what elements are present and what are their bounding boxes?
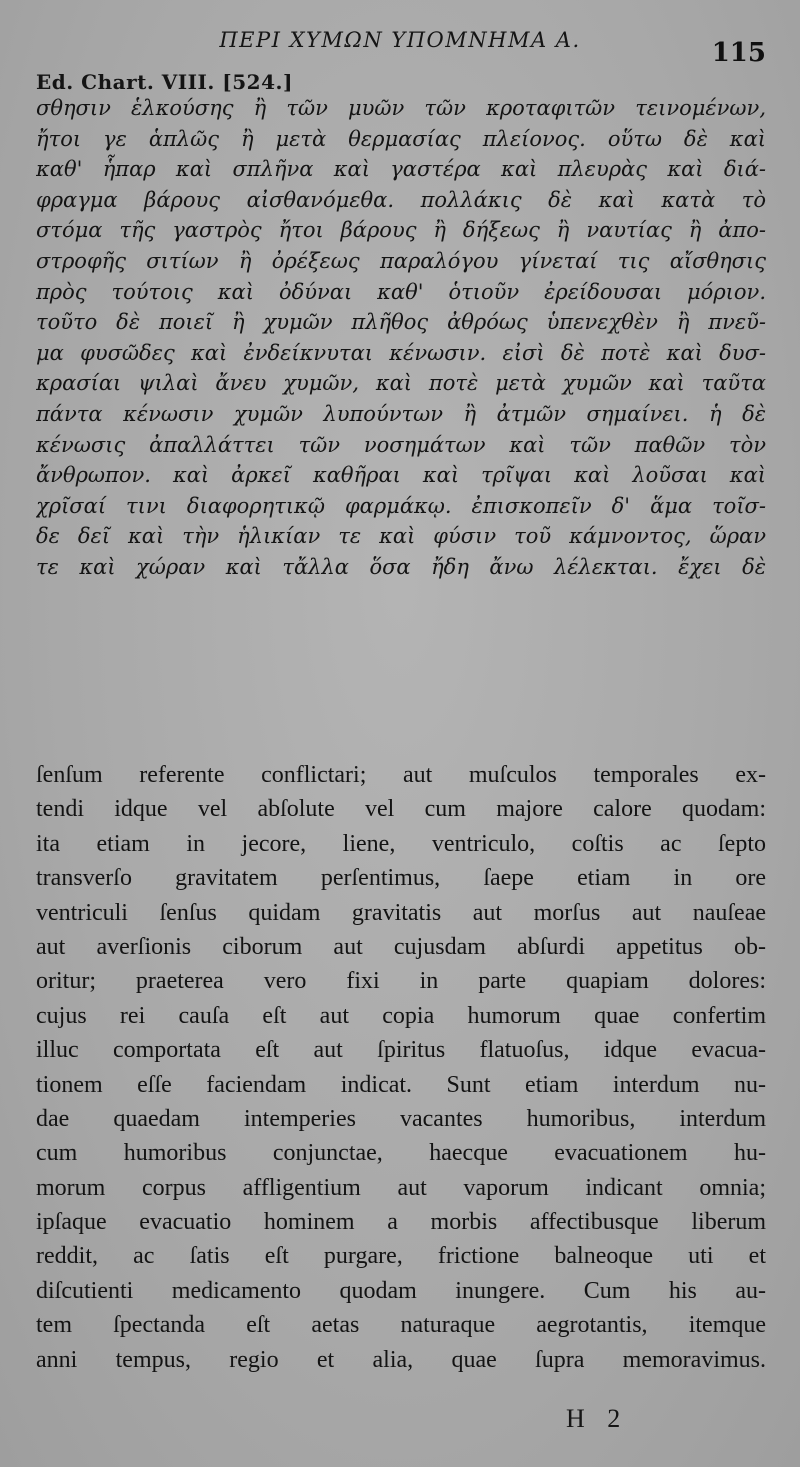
- greek-line: στόμα τῆς γαστρὸς ἤτοι βάρους ἢ δήξεως ἢ ναυτίας ἢ ἀπο-: [36, 218, 766, 243]
- greek-line: ἤτοι γε ἁπλῶς ἢ μετὰ θερμασίας πλείονος. οὕτω δὲ καὶ: [36, 126, 766, 151]
- latin-line: tendi idque vel abſolute vel cum majore calore quodam:: [36, 796, 766, 823]
- greek-text-block: [36, 93, 766, 583]
- latin-line: illuc comportata eſt aut ſpiritus flatuoſus, idque evacua-: [36, 1037, 766, 1064]
- greek-line: χρῖσαί τινι διαφορητικῷ φαρμάκῳ. ἐπισκοπεῖν δ' ἅμα τοῖσ-: [36, 493, 766, 518]
- greek-line: δε δεῖ καὶ τὴν ἡλικίαν τε καὶ φύσιν τοῦ κάμνοντος, ὥραν: [36, 524, 766, 549]
- latin-line: cujus rei cauſa eſt aut copia humorum quae confertim: [36, 1002, 766, 1029]
- signature-mark: H 2: [566, 1404, 629, 1433]
- latin-line: tem ſpectanda eſt aetas naturaque aegrotantis, itemque: [36, 1312, 766, 1339]
- greek-line: καθ' ἧπαρ καὶ σπλῆνα καὶ γαστέρα καὶ πλευρὰς καὶ διά-: [36, 157, 766, 182]
- greek-line: τοῦτο δὲ ποιεῖ ἢ χυμῶν πλῆθος ἀθρόως ὑπενεχθὲν ἢ πνεῦ-: [36, 310, 766, 335]
- latin-line: cum humoribus conjunctae, haecque evacuationem hu-: [36, 1140, 766, 1167]
- greek-line: σθησιν ἑλκούσης ἢ τῶν μυῶν τῶν κροταφιτῶν τεινομένων,: [36, 96, 766, 120]
- latin-line: dae quaedam intemperies vacantes humoribus, interdum: [36, 1105, 766, 1132]
- latin-line: transverſo gravitatem perſentimus, ſaepe etiam in ore: [36, 865, 766, 892]
- latin-line: reddit, ac ſatis eſt purgare, frictione balneoque uti et: [36, 1243, 766, 1270]
- greek-line: μα φυσῶδες καὶ ἐνδείκνυται κένωσιν. εἰσὶ δὲ ποτὲ καὶ δυσ-: [36, 340, 766, 365]
- greek-line: κένωσις ἀπαλλάττει τῶν νοσημάτων καὶ τῶν παθῶν τὸν: [36, 432, 766, 457]
- latin-text-block: [36, 758, 766, 1377]
- greek-line: πάντα κένωσιν χυμῶν λυπούντων ἢ ἀτμῶν σημαίνει. ἡ δὲ: [36, 401, 766, 426]
- latin-line: morum corpus affligentium aut vaporum indicant omnia;: [36, 1174, 766, 1201]
- greek-line: κρασίαι ψιλαὶ ἄνευ χυμῶν, καὶ ποτὲ μετὰ χυμῶν καὶ ταῦτα: [36, 371, 766, 396]
- latin-line: anni tempus, regio et alia, quae ſupra memoravimus.: [36, 1346, 766, 1373]
- page-number: 115: [711, 38, 766, 68]
- greek-line: ἄνθρωπον. καὶ ἀρκεῖ καθῆραι καὶ τρῖψαι καὶ λοῦσαι καὶ: [36, 463, 766, 488]
- latin-line: aut averſionis ciborum aut cujusdam abſurdi appetitus ob-: [36, 933, 766, 960]
- running-title: ΠΕΡΙ ΧΥΜΩΝ ΥΠΟΜΝΗΜΑ Α.: [219, 28, 581, 52]
- latin-line: ipſaque evacuatio hominem a morbis affectibusque liberum: [36, 1209, 766, 1236]
- edition-reference: Ed. Chart. VIII. [524.]: [36, 70, 293, 94]
- latin-line: ita etiam in jecore, liene, ventriculo, coſtis ac ſepto: [36, 830, 766, 857]
- latin-line: ventriculi ſenſus quidam gravitatis aut morſus aut nauſeae: [36, 899, 766, 926]
- latin-line: tionem eſſe faciendam indicat. Sunt etiam interdum nu-: [36, 1071, 766, 1098]
- latin-line: ſenſum referente conflictari; aut muſculos temporales ex-: [36, 762, 766, 788]
- latin-line: diſcutienti medicamento quodam inungere. Cum his au-: [36, 1277, 766, 1304]
- greek-line: τε καὶ χώραν καὶ τἄλλα ὅσα ἤδη ἄνω λέλεκται. ἔχει δὲ: [36, 554, 766, 579]
- greek-line: στροφῆς σιτίων ἢ ὀρέξεως παραλόγου γίνεταί τις αἴσθησις: [36, 248, 766, 273]
- latin-line: oritur; praeterea vero fixi in parte quapiam dolores:: [36, 968, 766, 995]
- greek-line: πρὸς τούτοις καὶ ὀδύναι καθ' ὁτιοῦν ἐρείδουσαι μόριον.: [36, 279, 766, 304]
- greek-line: φραγμα βάρους αἰσθανόμεθα. πολλάκις δὲ καὶ κατὰ τὸ: [36, 187, 766, 212]
